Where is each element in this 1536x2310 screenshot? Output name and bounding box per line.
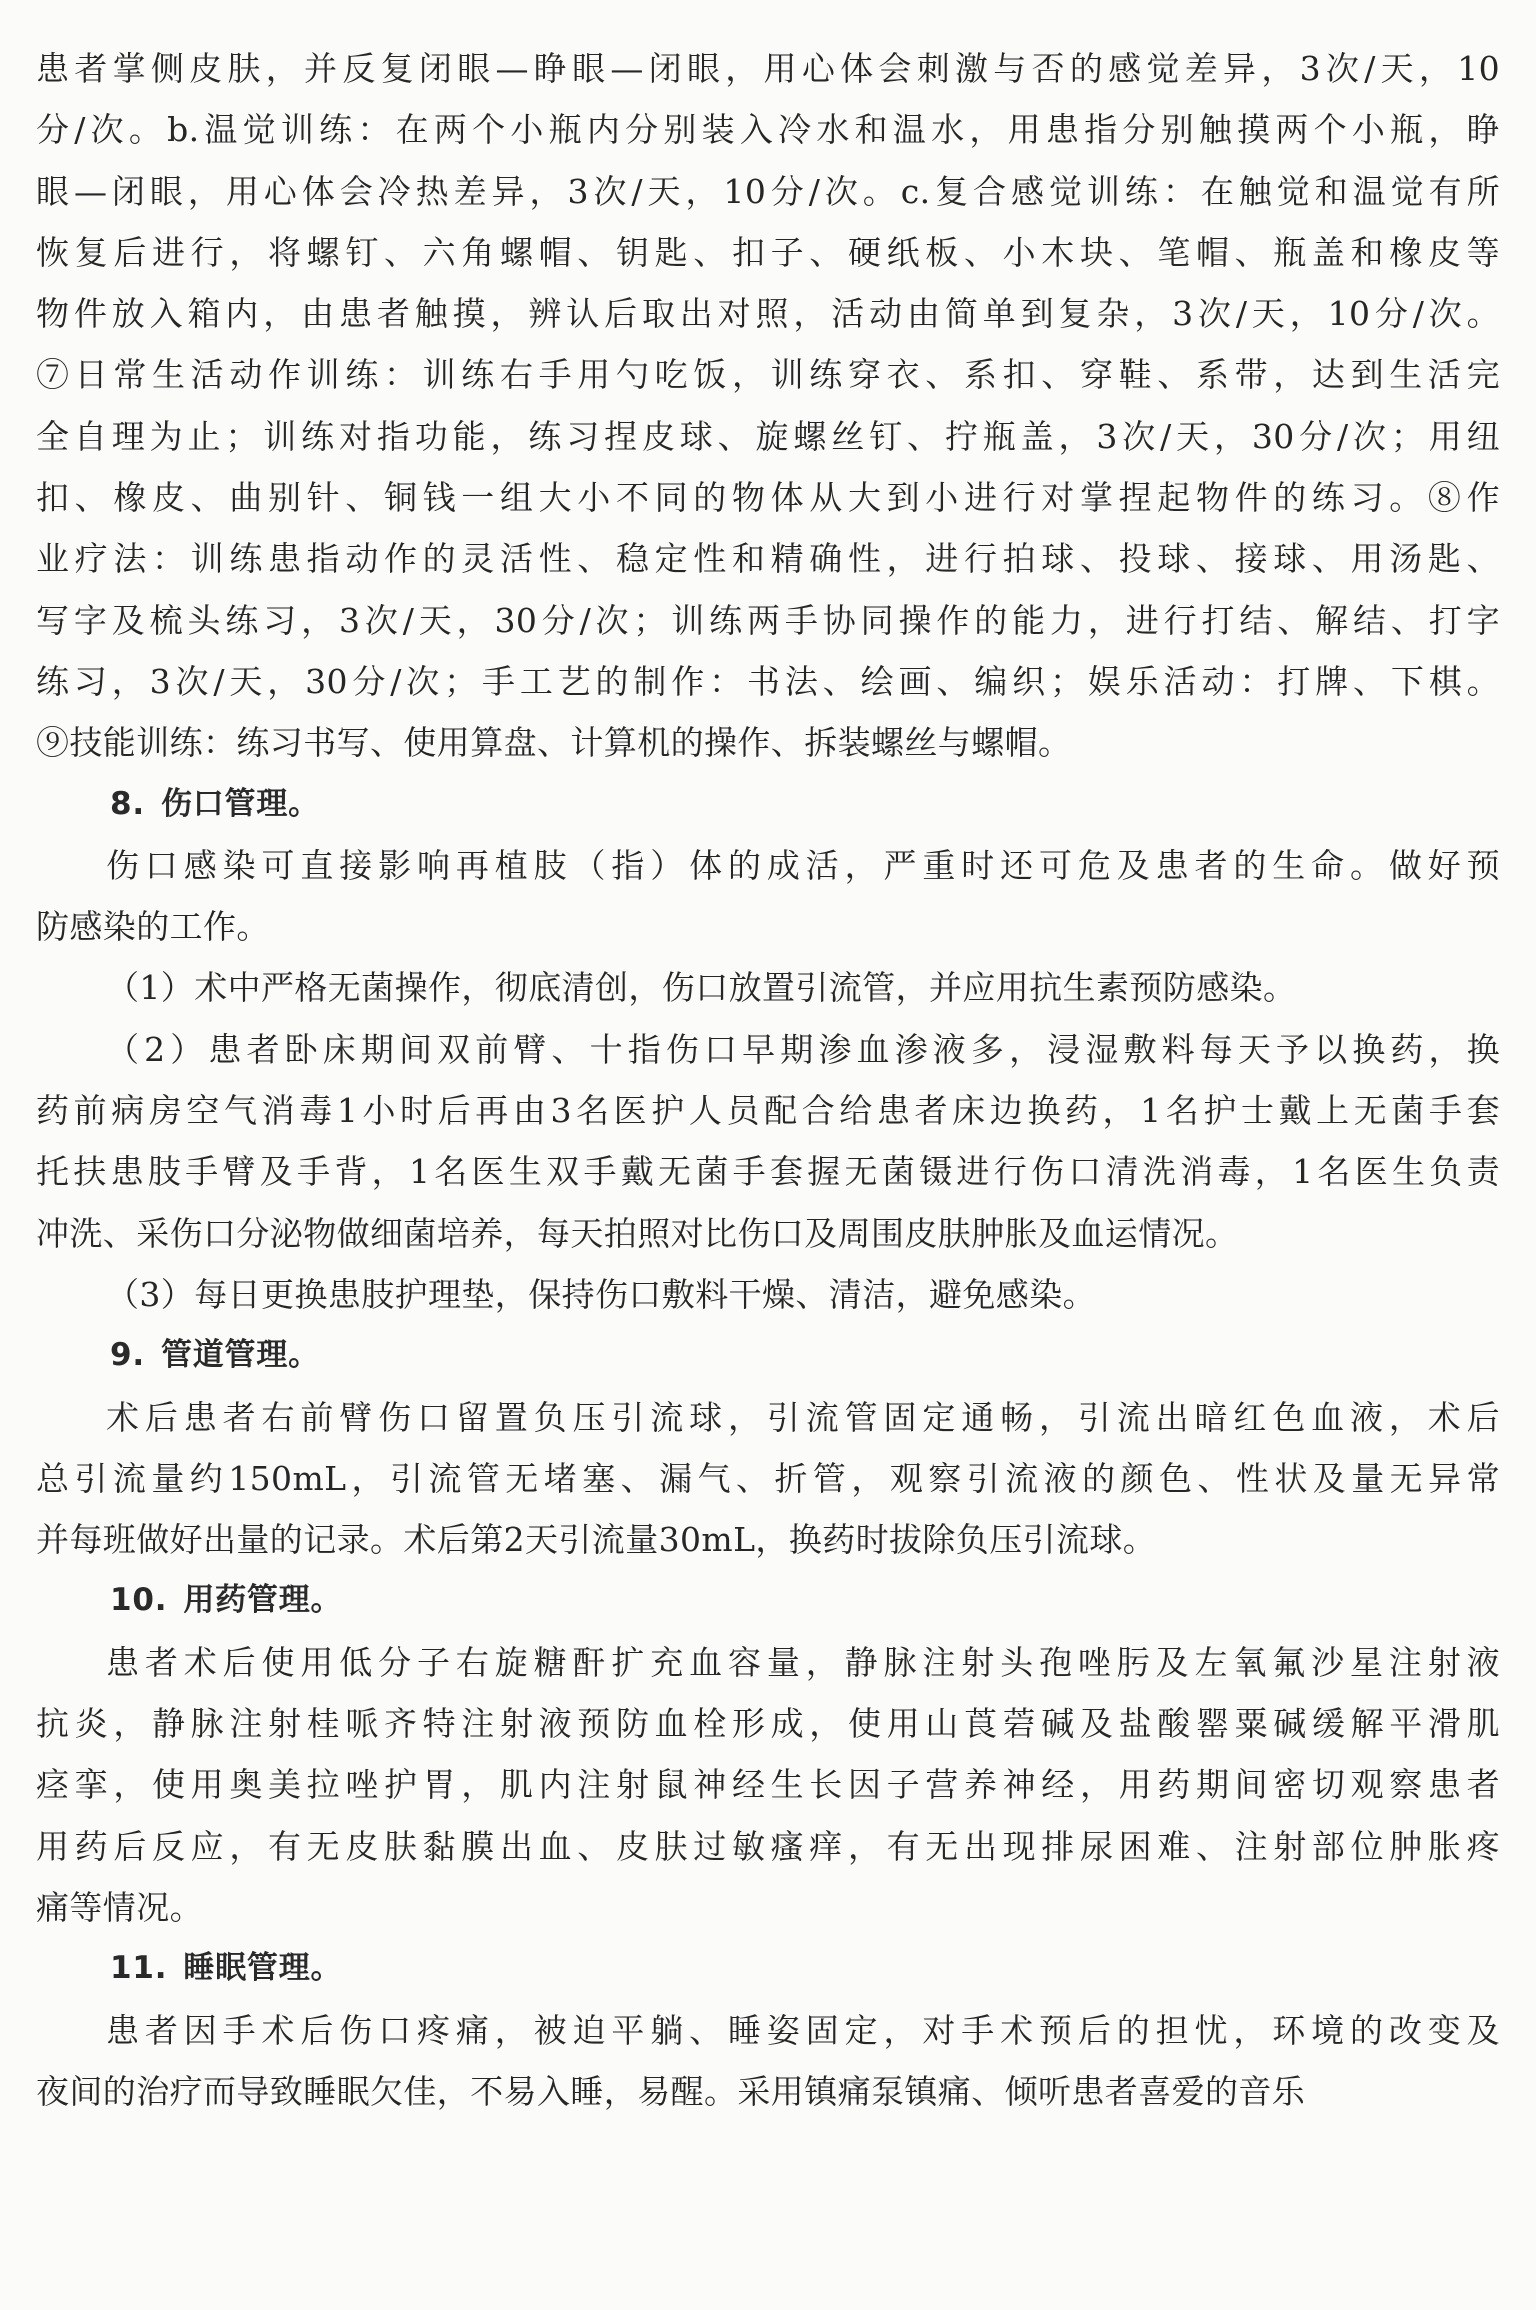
paragraph [36, 1632, 1500, 1938]
paragraph [36, 957, 1500, 1018]
text-line: 业疗法：训练患指动作的灵活性、稳定性和精确性，进行拍球、投球、接球、用汤匙、 [36, 539, 1500, 579]
section-number: 10. [110, 1582, 168, 1619]
text-line: 患者因手术后伤口疼痛，被迫平躺、睡姿固定，对手术预后的担忧，环境的改变及 [106, 2010, 1500, 2050]
text-line: 防感染的工作。 [36, 907, 270, 947]
text-line: （2）患者卧床期间双前臂、十指伤口早期渗血渗液多，浸湿敷料每天予以换药，换 [106, 1029, 1500, 1069]
section-number: 8. [110, 785, 145, 822]
text-line: 物件放入箱内，由患者触摸，辨认后取出对照，活动由简单到复杂，3次/天，10分/次。 [36, 294, 1500, 334]
text-line: 用药后反应，有无皮肤黏膜出血、皮肤过敏瘙痒，有无出现排尿困难、注射部位肿胀疼 [36, 1826, 1500, 1866]
text-line: 冲洗、采伤口分泌物做细菌培养，每天拍照对比伤口及周围皮肤肿胀及血运情况。 [36, 1213, 1239, 1253]
text-line: （1）术中严格无菌操作，彻底清创，伤口放置引流管，并应用抗生素预防感染。 [106, 968, 1297, 1008]
text-line: 夜间的治疗而导致睡眠欠佳，不易入睡，易醒。采用镇痛泵镇痛、倾听患者喜爱的音乐 [36, 2071, 1306, 2111]
section-title: 用药管理。 [183, 1582, 343, 1619]
text-line: 伤口感染可直接影响再植肢（指）体的成活，严重时还可危及患者的生命。做好预 [106, 845, 1500, 885]
section-heading [36, 1938, 1500, 1999]
paragraph [36, 835, 1500, 958]
text-line: 全自理为止；训练对指功能，练习捏皮球、旋螺丝钉、拧瓶盖，3次/天，30分/次；用纽 [36, 416, 1500, 456]
paragraph [36, 2000, 1500, 2123]
text-line: 痛等情况。 [36, 1887, 203, 1927]
text-line: 术后患者右前臂伤口留置负压引流球，引流管固定通畅，引流出暗红色血液，术后 [106, 1397, 1500, 1437]
text-line: 并每班做好出量的记录。术后第2天引流量30mL，换药时拔除负压引流球。 [36, 1520, 1157, 1560]
paragraph [36, 1387, 1500, 1571]
section-title: 伤口管理。 [160, 785, 320, 822]
text-line: 痉挛，使用奥美拉唑护胃，肌内注射鼠神经生长因子营养神经，用药期间密切观察患者 [36, 1765, 1500, 1805]
text-line: ⑨技能训练：练习书写、使用算盘、计算机的操作、拆装螺丝与螺帽。 [36, 723, 1072, 763]
text-line: 患者掌侧皮肤，并反复闭眼—睁眼—闭眼，用心体会刺激与否的感觉差异，3次/天，10 [36, 49, 1500, 88]
text-line: 分/次。b.温觉训练：在两个小瓶内分别装入冷水和温水，用患指分别触摸两个小瓶，睁 [36, 110, 1500, 150]
text-line: 抗炎，静脉注射桂哌齐特注射液预防血栓形成，使用山莨菪碱及盐酸罂粟碱缓解平滑肌 [36, 1704, 1500, 1744]
paragraph [36, 1019, 1500, 1264]
section-title: 管道管理。 [160, 1337, 320, 1374]
text-line: 练习，3次/天，30分/次；手工艺的制作：书法、绘画、编织；娱乐活动：打牌、下棋。 [36, 661, 1500, 701]
document-page [36, 38, 1500, 2278]
text-line: 眼—闭眼，用心体会冷热差异，3次/天，10分/次。c.复合感觉训练：在触觉和温觉有所 [36, 171, 1500, 211]
section-title: 睡眠管理。 [183, 1950, 343, 1987]
text-line: 药前病房空气消毒1小时后再由3名医护人员配合给患者床边换药，1名护士戴上无菌手套 [36, 1091, 1500, 1131]
text-line: 写字及梳头练习，3次/天，30分/次；训练两手协同操作的能力，进行打结、解结、打字 [36, 600, 1500, 640]
paragraph [36, 1264, 1500, 1325]
text-line: 总引流量约150mL，引流管无堵塞、漏气、折管，观察引流液的颜色、性状及量无异常 [36, 1458, 1500, 1498]
text-line: ⑦日常生活动作训练：训练右手用勺吃饭，训练穿衣、系扣、穿鞋、系带，达到生活完 [36, 355, 1500, 395]
section-heading [36, 774, 1500, 835]
section-heading [36, 1325, 1500, 1386]
paragraph [36, 38, 1500, 774]
text-line: 扣、橡皮、曲别针、铜钱一组大小不同的物体从大到小进行对掌捏起物件的练习。⑧作 [36, 478, 1500, 518]
text-line: 托扶患肢手臂及手背，1名医生双手戴无菌手套握无菌镊进行伤口清洗消毒，1名医生负责 [36, 1152, 1500, 1192]
text-line: 恢复后进行，将螺钉、六角螺帽、钥匙、扣子、硬纸板、小木块、笔帽、瓶盖和橡皮等 [36, 232, 1500, 272]
section-number: 11. [110, 1950, 168, 1987]
text-line: （3）每日更换患肢护理垫，保持伤口敷料干燥、清洁，避免感染。 [106, 1274, 1096, 1314]
text-line: 患者术后使用低分子右旋糖酐扩充血容量，静脉注射头孢唑肟及左氧氟沙星注射液 [106, 1642, 1500, 1682]
section-number: 9. [110, 1337, 145, 1374]
section-heading [36, 1570, 1500, 1631]
